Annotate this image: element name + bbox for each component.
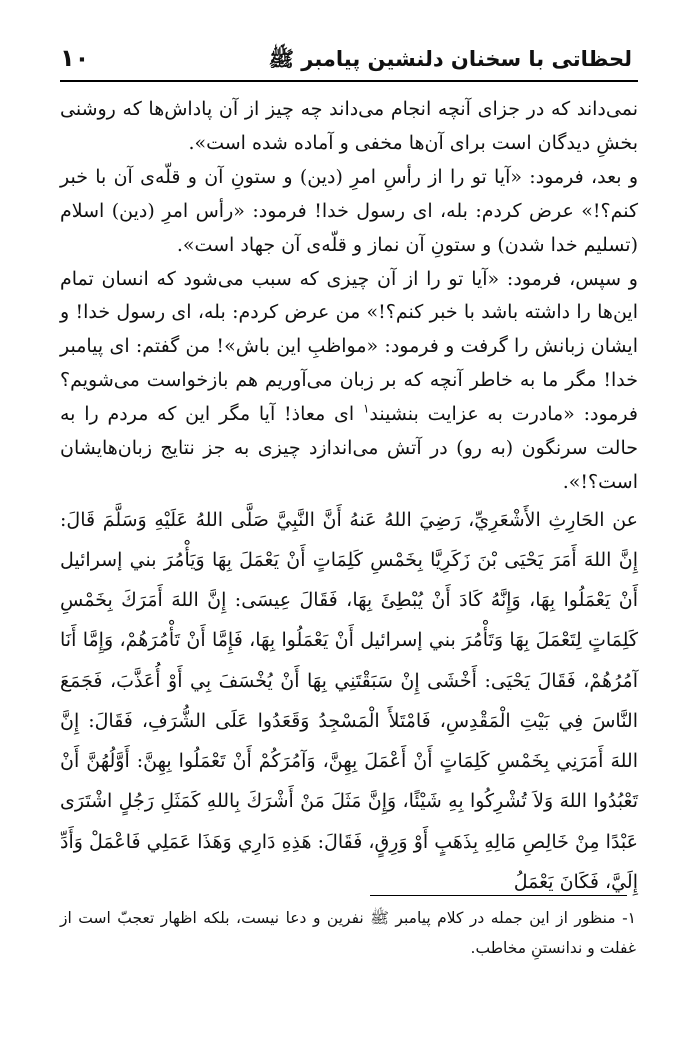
paragraph-2: و بعد، فرمود: «آیا تو را از رأسِ امرِ (دین) و ستونِ آن و قلّه‌ی آن با خبر کنم؟!» عرض کردم: بله، ای رسول خدا! فرمود: «رأس امرِ (دین) اسلام (تسلیم خدا شدن) و ستونِ آن نماز و قلّه‌ی آن جهاد است».	[60, 165, 638, 256]
footnote-divider	[370, 895, 627, 896]
footnote-text: ۱- منظور از این جمله در کلام پیامبر ﷺ نفرین و دعا نیست، بلکه اظهار تعجبّ است از غفلت و ندانستنِ مخاطب.	[60, 909, 636, 957]
page-number: ۱۰	[60, 44, 90, 72]
running-title: لحظاتی با سخنان دلنشین پیامبر ﷺ	[268, 47, 632, 71]
paragraph-3-start: و سپس، فرمود: «آیا تو را از آن چیزی که سبب می‌شود که انسان تمام این‌ها را داشته باشد با خبر کنم؟!» من عرض کردم: بله، ای رسول خدا! و ایشان زبانش را گرفت و فرمود: «مواظبِ این باش»! من گفتم: ای پیامبر خدا! مگر ما به خاطر آنچه که بر زبان می‌آوریم هم بازخواست می‌شویم؟ فرمود: «مادرت به عزایت بنشیند	[60, 267, 638, 426]
main-text	[60, 93, 638, 902]
footnote	[60, 903, 636, 963]
arabic-hadith: عن الحَارِثِ الأَشْعَرِيِّ، رَضِيَ اللهُ عَنهُ أَنَّ النَّبِيَّ صَلَّى اللهُ عَلَيْهِ وَسَلَّمَ قَالَ: إِنَّ اللهَ أَمَرَ يَحْيَى بْنَ زَكَرِيَّا بِخَمْسِ كَلِمَاتٍ أَنْ يَعْمَلَ بِهَا وَيَأْمُرَ بني إسرائيل أَنْ يَعْمَلُوا بِهَا، وَإِنَّهُ كَادَ أَنْ يُبْطِئَ بِهَا، فَقَالَ عِيسَى: إِنَّ اللهَ أَمَرَكَ بِخَمْسِ كَلِمَاتٍ لِتَعْمَلَ بِهَا وَتَأْمُرَ بني إسرائيل أَنْ يَعْمَلُوا بِهَا، فَإِمَّا أَنْ تَأْمُرَهُمْ، وَإِمَّا أَنَا آمُرُهُمْ، فَقَالَ يَحْيَى: أَخْشَى إِنْ سَبَقْتَنِي بِهَا أَنْ يُخْسَفَ بِي أَوْ أُعَذَّبَ، فَجَمَعَ النَّاسَ فِي بَيْتِ الْمَقْدِسِ، فَامْتَلأَ الْمَسْجِدُ وَقَعَدُوا عَلَى الشُّرَفِ، فَقَالَ: إِنَّ اللهَ أَمَرَنِي بِخَمْسِ كَلِمَاتٍ أَنْ أَعْمَلَ بِهِنَّ، وَآمُرَكُمْ أَنْ تَعْمَلُوا بِهِنَّ: أَوَّلُهُنَّ أَنْ تَعْبُدُوا اللهَ وَلاَ تُشْرِكُوا بِهِ شَيْئًا، وَإِنَّ مَثَلَ مَنْ أَشْرَكَ بِاللهِ كَمَثَلِ رَجُلٍ اشْتَرَى عَبْدًا مِنْ خَالِصِ مَالِهِ بِذَهَبٍ أَوْ وَرِقٍ، فَقَالَ: هَذِهِ دَارِي وَهَذَا عَمَلِي فَاعْمَلْ وَأَدِّ إِلَيَّ، فَكَانَ يَعْمَلُ	[60, 508, 638, 893]
paragraph-3-end: ای معاذ! آیا مگر این که مردم را به حالت سرنگون (به رو) در آتش می‌اندازد چیزی به جز نتایج زبان‌هایشان است؟!».	[60, 403, 638, 493]
paragraph-3	[60, 263, 638, 500]
page-header	[60, 40, 638, 82]
paragraph-1: نمی‌داند که در جزای آنچه انجام می‌داند چه چیز از آن پاداش‌ها که روشنی بخشِ دیدگان است برای آن‌ها مخفی و آماده شده است».	[60, 98, 638, 154]
footnote-marker[interactable]: ۱	[362, 401, 370, 416]
